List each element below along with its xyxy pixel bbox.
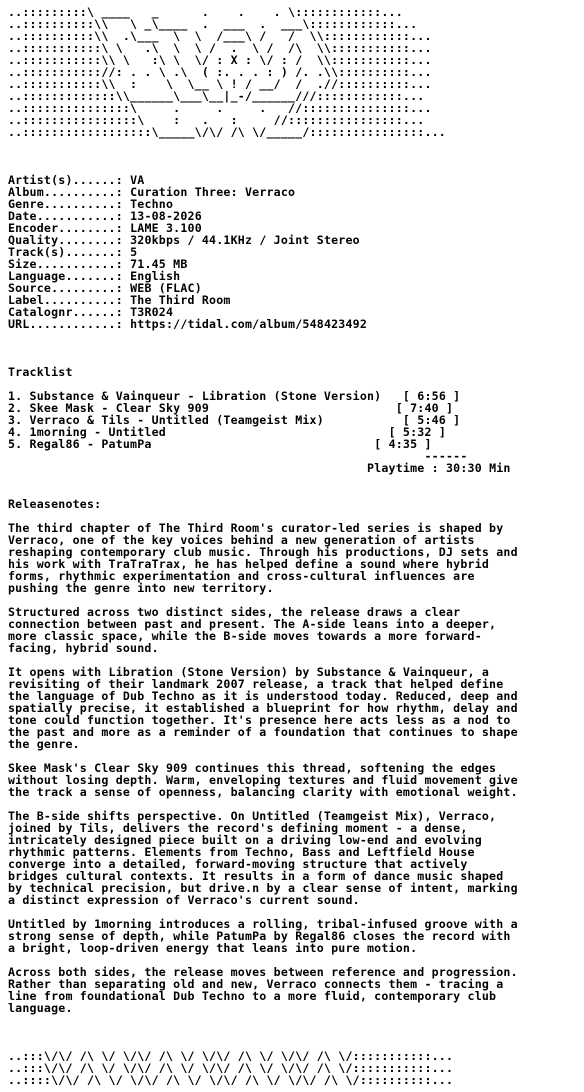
info-row-quality: Quality........: 320kbps / 44.1KHz / Joint Stereo — [8, 233, 360, 247]
track-row: 1. Substance & Vainqueur - Libration (Stone Version) [ 6:56 ] — [8, 389, 461, 403]
footer-ascii-art — [8, 1050, 518, 1086]
releasenotes-paragraph: Across both sides, the release moves between reference and progression. Rather than separating old and new, Verraco connects them - tracing a line from foundational Dub Techno to a more fluid, contemporary club language. — [8, 965, 518, 1015]
art-line: ..:::::::::::\ \ .\ \ \ / . \ / /\ \\:::::::::::... — [8, 41, 432, 55]
track-row: 5. Regal86 - PatumPa [ 4:35 ] — [8, 437, 432, 451]
tracklist — [8, 390, 518, 474]
nfo-document — [8, 6, 518, 1086]
releasenotes-paragraph: Untitled by 1morning introduces a rolling, tribal-infused groove with a strong sense of depth, while PatumPa by Regal86 closes the record with a bright, loop-driven energy that leans into pure motion. — [8, 917, 518, 955]
info-row-label: Label..........: The Third Room — [8, 293, 231, 307]
releasenotes-paragraph: It opens with Libration (Stone Version) by Substance & Vainqueur, a revisiting of their landmark 2007 release, a track that helped define the language of Dub Techno as it is understood today. Reduced, deep and spatially precise, it established a blueprint for how rhythm, delay and tone could function together. It's presence here acts less as a nod to the past and more as a reminder of a foundation that continues to shape the genre. — [8, 665, 518, 751]
total-rule: ------ — [424, 449, 468, 463]
track-row: 2. Skee Mask - Clear Sky 909 [ 7:40 ] — [8, 401, 454, 415]
releasenotes-paragraph: Skee Mask's Clear Sky 909 continues this thread, softening the edges without losing depth. Warm, enveloping textures and fluid movement give the track a sense of openness, balancing clarity with emotional weight. — [8, 761, 518, 799]
info-row-genre: Genre..........: Techno — [8, 197, 174, 211]
releasenotes-paragraph: The third chapter of The Third Room's curator-led series is shaped by Verraco, one of the key voices behind a new generation of artists reshaping contemporary club music. Through his productions, DJ sets and his work with TraTraTrax, he has helped define a sound where hybrid forms, rhythmic experimentation and cross-cultural influences are pushing the genre into new territory. — [8, 521, 518, 595]
art-line: ..::::::::::\\ \ _\____ . ___ . ___\::::::::::::... — [8, 17, 418, 31]
track-row: 3. Verraco & Tils - Untitled (Teamgeist Mix) [ 5:46 ] — [8, 413, 461, 427]
info-row-album: Album..........: Curation Three: Verraco — [8, 185, 296, 199]
art-line: ..:::::::::::::\\______\___\__|_-/______///::::::::::::... — [8, 89, 425, 103]
info-row-source: Source.........: WEB (FLAC) — [8, 281, 202, 295]
header-ascii-art — [8, 6, 518, 138]
info-row-language: Language.......: English — [8, 269, 181, 283]
art-line: ..:::::::::::\\ : \ \__ \ ! / __/ / .//::::::::::... — [8, 77, 432, 91]
releasenotes-heading: Releasenotes: — [8, 497, 102, 511]
info-row-artist: Artist(s)......: VA — [8, 173, 145, 187]
track-row: 4. 1morning - Untitled [ 5:32 ] — [8, 425, 447, 439]
art-line: ..:::\/\/ /\ \/ \/\/ /\ \/ \/\/ /\ \/ \/\/ /\ \/:::::::::::... — [8, 1061, 454, 1075]
info-row-encoder: Encoder........: LAME 3.100 — [8, 221, 202, 235]
art-line: ..::::\/\/ /\ \/ \/\/ /\ \/ \/\/ /\ \/ \/\/ /\ \/::::::::::... — [8, 1073, 454, 1087]
art-line: ..:::\/\/ /\ \/ \/\/ /\ \/ \/\/ /\ \/ \/\/ /\ \/:::::::::::... — [8, 1049, 454, 1063]
info-row-url: URL............: https://tidal.com/album/548423492 — [8, 317, 368, 331]
releasenotes-paragraph: Structured across two distinct sides, the release draws a clear connection between past and present. The A-side leans into a deeper, more classic space, while the B-side moves towards a more forward- facing, hybrid sound. — [8, 605, 497, 655]
tracklist-heading: Tracklist — [8, 365, 73, 379]
info-row-catalognr: Catalognr......: T3R024 — [8, 305, 174, 319]
art-line: ..::::::::::::::::\ : . : //::::::::::::::::... — [8, 113, 425, 127]
info-row-tracks: Track(s).......: 5 — [8, 245, 138, 259]
art-line: ..::::::::::\\ .\___ \ \ /___\ / / \\::::::::::::... — [8, 29, 432, 43]
art-line: ..:::::::::::\\ \ :\ \ \/ : X : \/ : / \\:::::::::::... — [8, 53, 432, 67]
releasenotes-paragraph: The B-side shifts perspective. On Untitled (Teamgeist Mix), Verraco, joined by Tils, delivers the record's defining moment - a dense, intricately designed piece built on a driving low-end and evolving rhythmic patterns. Elements from Techno, Bass and Leftfield House converge into a detailed, forward-moving structure that actively bridges cultural contexts. It results in a form of dance music shaped by technical precision, but drive.n by a clear sense of intent, marking a distinct expression of Verraco's current sound. — [8, 809, 518, 907]
info-row-size: Size...........: 71.45 MB — [8, 257, 188, 271]
art-line: ..::::::::::://: . . \ .\ ( :. . . : ) /. .\\::::::::::... — [8, 65, 432, 79]
art-line: ..:::::::::::::::\ . . . //:::::::::::::::... — [8, 101, 432, 115]
playtime: Playtime : 30:30 Min — [367, 461, 511, 475]
release-info — [8, 174, 518, 330]
art-line: ..::::::::::::::::::\_____\/\/ /\ \/_____/::::::::::::::::... — [8, 125, 446, 139]
info-row-date: Date...........: 13-08-2026 — [8, 209, 202, 223]
art-line: ..:::::::::\ ____ _ . . . \::::::::::::... — [8, 5, 403, 19]
